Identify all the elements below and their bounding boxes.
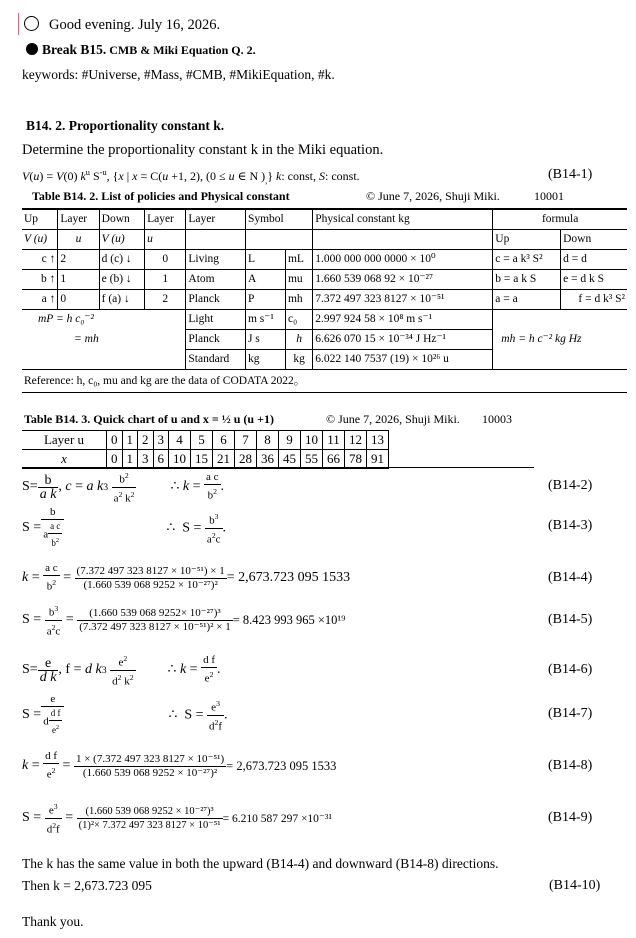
u-cell: 0: [107, 431, 123, 450]
x-cell: 45: [279, 450, 301, 469]
u-cell: 6: [213, 431, 235, 450]
keywords: keywords: #Universe, #Mass, #CMB, #MikiEquation, #k.: [22, 67, 335, 82]
table1-reference: Reference: h, c₀, mu and kg are the data of CODATA 2022。: [24, 374, 306, 387]
sub-u2: u: [145, 230, 186, 250]
thanks: Thank you.: [22, 914, 84, 929]
u-cell: 10: [301, 431, 323, 450]
table-row: [22, 290, 627, 310]
x-cell: 1: [122, 450, 138, 469]
eq-b14-5: S = $\frac{b^3}{a^2c}$ = $\frac{\text{(1.660 539 068 9252× 10⁻²⁷)³}}{\text{(7.372 497 323 8127 × 10⁻⁵¹)² × 1}}$ = 8.423 993 965 ×10¹⁹: [22, 603, 346, 638]
greeting-text: Good evening. July 16, 2026.: [49, 17, 221, 33]
x-cell: 21: [213, 450, 235, 469]
greeting-line: [24, 16, 220, 34]
conclusion: The k has the same value in both the upward (B14-4) and downward (B14-8) directions.: [22, 856, 499, 871]
mh-eq: mh = h c⁻² kg Hz: [493, 330, 627, 350]
b4-den: (1.660 539 068 9252 × 10⁻²⁷)²: [83, 578, 218, 591]
cell: e = d k S: [561, 270, 627, 290]
cell: P: [245, 290, 285, 310]
b8-den: (1.660 539 068 9252 × 10⁻²⁷)²: [82, 766, 218, 779]
instruction: Determine the proportionality constant k in the Miki equation.: [22, 142, 384, 158]
row-label: Layer u: [22, 431, 107, 450]
eq-b14-8-number: (B14-8): [548, 758, 593, 773]
x-cell: 3: [138, 450, 154, 469]
u-cell: 7: [235, 431, 257, 450]
u-cell: 9: [279, 431, 301, 450]
cell: 1: [58, 270, 99, 290]
cell: 0: [145, 250, 186, 270]
cell: 2: [58, 250, 99, 270]
b5-num: (1.660 539 068 9252× 10⁻²⁷)³: [77, 607, 232, 621]
u-cell: 2: [138, 431, 154, 450]
cell: Living: [186, 250, 246, 270]
cell: Planck: [186, 290, 246, 310]
b8-num: 1 × (7.372 497 323 8127 × 10⁻⁵¹): [75, 752, 225, 765]
cell: c₀: [285, 310, 312, 330]
u-cell: 4: [169, 431, 191, 450]
eq-b14-1-number: (B14-1): [548, 167, 593, 182]
eq-b14-9: S = $\frac{e^3}{d^2f}$ = $\frac{\text{(1.660 539 068 9252 × 10⁻²⁷)³}}{\text{(1)²× 7.372 497 323 8127 × 10⁻⁵¹}}$ = 6.210 587 297 ×10⁻³¹: [22, 801, 332, 836]
sub-down: Down: [561, 230, 627, 250]
u-cell: 1: [122, 431, 138, 450]
col-symbol: Symbol: [245, 209, 312, 230]
clock-icon: [24, 16, 39, 31]
u-cell: 8: [257, 431, 279, 450]
u-cell: 5: [191, 431, 213, 450]
cell: Atom: [186, 270, 246, 290]
table-row: [22, 350, 627, 370]
x-cell: 91: [367, 450, 389, 469]
cell: d (c) ↓: [99, 250, 144, 270]
break-prefix: Break B15.: [42, 42, 107, 57]
b9-result: = 6.210 587 297 ×10⁻³¹: [222, 813, 332, 825]
cell: 2: [145, 290, 186, 310]
eq-b14-6-number: (B14-6): [548, 662, 593, 677]
cell: Standard: [186, 350, 246, 370]
cell: 0: [58, 290, 99, 310]
cell: b ↑: [22, 270, 58, 290]
eq-b14-6: S= $\frac{e}{\text{d k}}$ , f = d k 3 $\frac{e^2}{d^2 k^2}$ ∴ k = $\frac{\text{d f}}{e^2}$ .: [22, 653, 221, 688]
table-row: [22, 270, 627, 290]
x-cell: 36: [257, 450, 279, 469]
section-title: B14. 2. Proportionality constant k.: [26, 118, 225, 133]
table-row: [22, 250, 627, 270]
eq-b14-10-number: (B14-10): [549, 878, 601, 893]
cell: a = a: [493, 290, 561, 310]
eq-b14-9-number: (B14-9): [548, 810, 593, 825]
b4-result: = 2,673.723 095 1533: [226, 570, 351, 585]
cell: kg: [245, 350, 285, 370]
x-cell: 10: [169, 450, 191, 469]
table-row: [22, 310, 627, 330]
sub-vu: V (u): [22, 230, 58, 250]
table2-caption: Table B14. 3. Quick chart of u and x = ½ u (u +1): [24, 412, 274, 426]
cell: c = a k³ S²: [493, 250, 561, 270]
col-layer3: Layer: [186, 209, 246, 230]
cell: b = a k S: [493, 270, 561, 290]
cursor-marker: [18, 13, 19, 35]
b9-den: (1)²× 7.372 497 323 8127 × 10⁻⁵¹: [78, 819, 221, 831]
cell: f (a) ↓: [99, 290, 144, 310]
sub-vu2: V (u): [99, 230, 144, 250]
table-row: [22, 431, 389, 450]
cell: 6.626 070 15 × 10⁻³⁴ J Hz⁻¹: [313, 330, 493, 350]
cell: 6.022 140 7537 (19) × 10²⁶ u: [313, 350, 493, 370]
b9-num: (1.660 539 068 9252 × 10⁻²⁷)³: [77, 805, 223, 819]
eq-b14-8: k = $\frac{\text{d f}}{e^2}$ = $\frac{\text{1 × (7.372 497 323 8127 × 10⁻⁵¹)}}{\text{(1.660 539 068 9252 × 10⁻²⁷)²}}$ = 2,673.723 095 1533: [22, 750, 337, 781]
cell: Planck: [186, 330, 246, 350]
col-physical: Physical constant kg: [313, 209, 493, 230]
u-cell: 11: [323, 431, 345, 450]
eq-b14-3-number: (B14-3): [548, 518, 593, 533]
table2-copyright: © June 7, 2026, Shuji Miki.: [326, 412, 460, 426]
eq-b14-7-number: (B14-7): [548, 706, 593, 721]
mp-eq: mP = h c₀⁻²: [38, 313, 94, 326]
cell: mu: [285, 270, 312, 290]
cell: A: [245, 270, 285, 290]
sub-u: u: [58, 230, 99, 250]
u-cell: 3: [153, 431, 169, 450]
cell: 1.660 539 068 92 × 10⁻²⁷: [313, 270, 493, 290]
cell: m s⁻¹: [245, 310, 285, 330]
policies-table: [22, 208, 627, 393]
table2-id: 10003: [482, 412, 512, 426]
eq-b14-4: k = $\frac{\text{a c}}{b^2}$ = $\frac{\text{(7.372 497 323 8127 × 10⁻⁵¹) × 1}}{\text{(1.660 539 068 9252 × 10⁻²⁷)²}}$ = 2,673.723 095 1533: [22, 562, 351, 593]
x-cell: 55: [301, 450, 323, 469]
globe-icon: [26, 43, 38, 55]
eq-b14-1: V(u) = V(0) $k^u$ $S^{-u}$, {x | x = C(u +1, 2), (0 ≤ u ∈ N )$_,$} k: const, S: const.: [22, 168, 360, 186]
cell: 1: [145, 270, 186, 290]
eq-b14-5-number: (B14-5): [548, 612, 593, 627]
cell: e (b) ↓: [99, 270, 144, 290]
mp-eq2: = mh: [74, 333, 99, 345]
col-formula: formula: [493, 209, 627, 230]
table1-copyright: © June 7, 2026, Shuji Miki.: [366, 189, 500, 203]
eq-b14-2-number: (B14-2): [548, 478, 593, 493]
break-rest: CMB & Miki Equation Q. 2.: [106, 43, 256, 57]
table1-caption: Table B14. 2. List of policies and Physical constant: [32, 189, 290, 203]
col-layer: Layer: [58, 209, 99, 230]
cell: L: [245, 250, 285, 270]
col-layer2: Layer: [145, 209, 186, 230]
x-cell: 6: [153, 450, 169, 469]
table1-id: 10001: [534, 189, 564, 203]
b4-num: (7.372 497 323 8127 × 10⁻⁵¹) × 1: [76, 564, 225, 577]
cell: mL: [285, 250, 312, 270]
cell: a ↑: [22, 290, 58, 310]
cell: c ↑: [22, 250, 58, 270]
cell: d = d: [561, 250, 627, 270]
cell: J s: [245, 330, 285, 350]
eq-b14-7: S = e d $\frac{\text{d f}}{e^2}$ ∴ S = $\frac{e^3}{d^2f}$ .: [22, 693, 228, 735]
then-line: Then k = 2,673.723 095: [22, 878, 152, 893]
break-title: [26, 42, 256, 58]
cell: 1.000 000 000 0000 × 10⁰: [313, 250, 493, 270]
x-cell: 28: [235, 450, 257, 469]
cell: mh: [285, 290, 312, 310]
eq-b14-2: S= $\frac{b}{\text{a k}}$ , c = a k 3 $\frac{b^2}{a^2 k^2}$ ∴ k = $\frac{\text{a c}}{b^2}$ .: [22, 470, 225, 505]
sub-up: Up: [493, 230, 561, 250]
cell: f = d k³ S²: [561, 290, 627, 310]
b5-den: (7.372 497 323 8127 × 10⁻⁵¹)² × 1: [79, 620, 231, 633]
col-up: Up: [22, 209, 58, 230]
x-cell: 15: [191, 450, 213, 469]
cell: h: [285, 330, 312, 350]
cell: kg: [285, 350, 312, 370]
eq-b14-3: S = b a $\frac{\text{a c}}{b^2}$ ∴ S = $\frac{b^3}{a^2c}$ .: [22, 506, 227, 548]
x-cell: 66: [323, 450, 345, 469]
col-down: Down: [99, 209, 144, 230]
quick-chart-table: [22, 430, 389, 469]
cell: Light: [186, 310, 246, 330]
x-cell: 78: [345, 450, 367, 469]
table-row: [22, 450, 389, 469]
x-cell: 0: [107, 450, 123, 469]
row-label: x: [22, 450, 107, 469]
b5-result: = 8.423 993 965 ×10¹⁹: [232, 612, 346, 627]
u-cell: 12: [345, 431, 367, 450]
cell: 7.372 497 323 8127 × 10⁻⁵¹: [313, 290, 493, 310]
table2-bottom-rule: [22, 467, 534, 468]
table-row: [22, 330, 627, 350]
cell: 2.997 924 58 × 10⁸ m s⁻¹: [313, 310, 493, 330]
eq-b14-4-number: (B14-4): [548, 570, 593, 585]
b8-result: = 2,673.723 095 1533: [226, 758, 337, 773]
u-cell: 13: [367, 431, 389, 450]
